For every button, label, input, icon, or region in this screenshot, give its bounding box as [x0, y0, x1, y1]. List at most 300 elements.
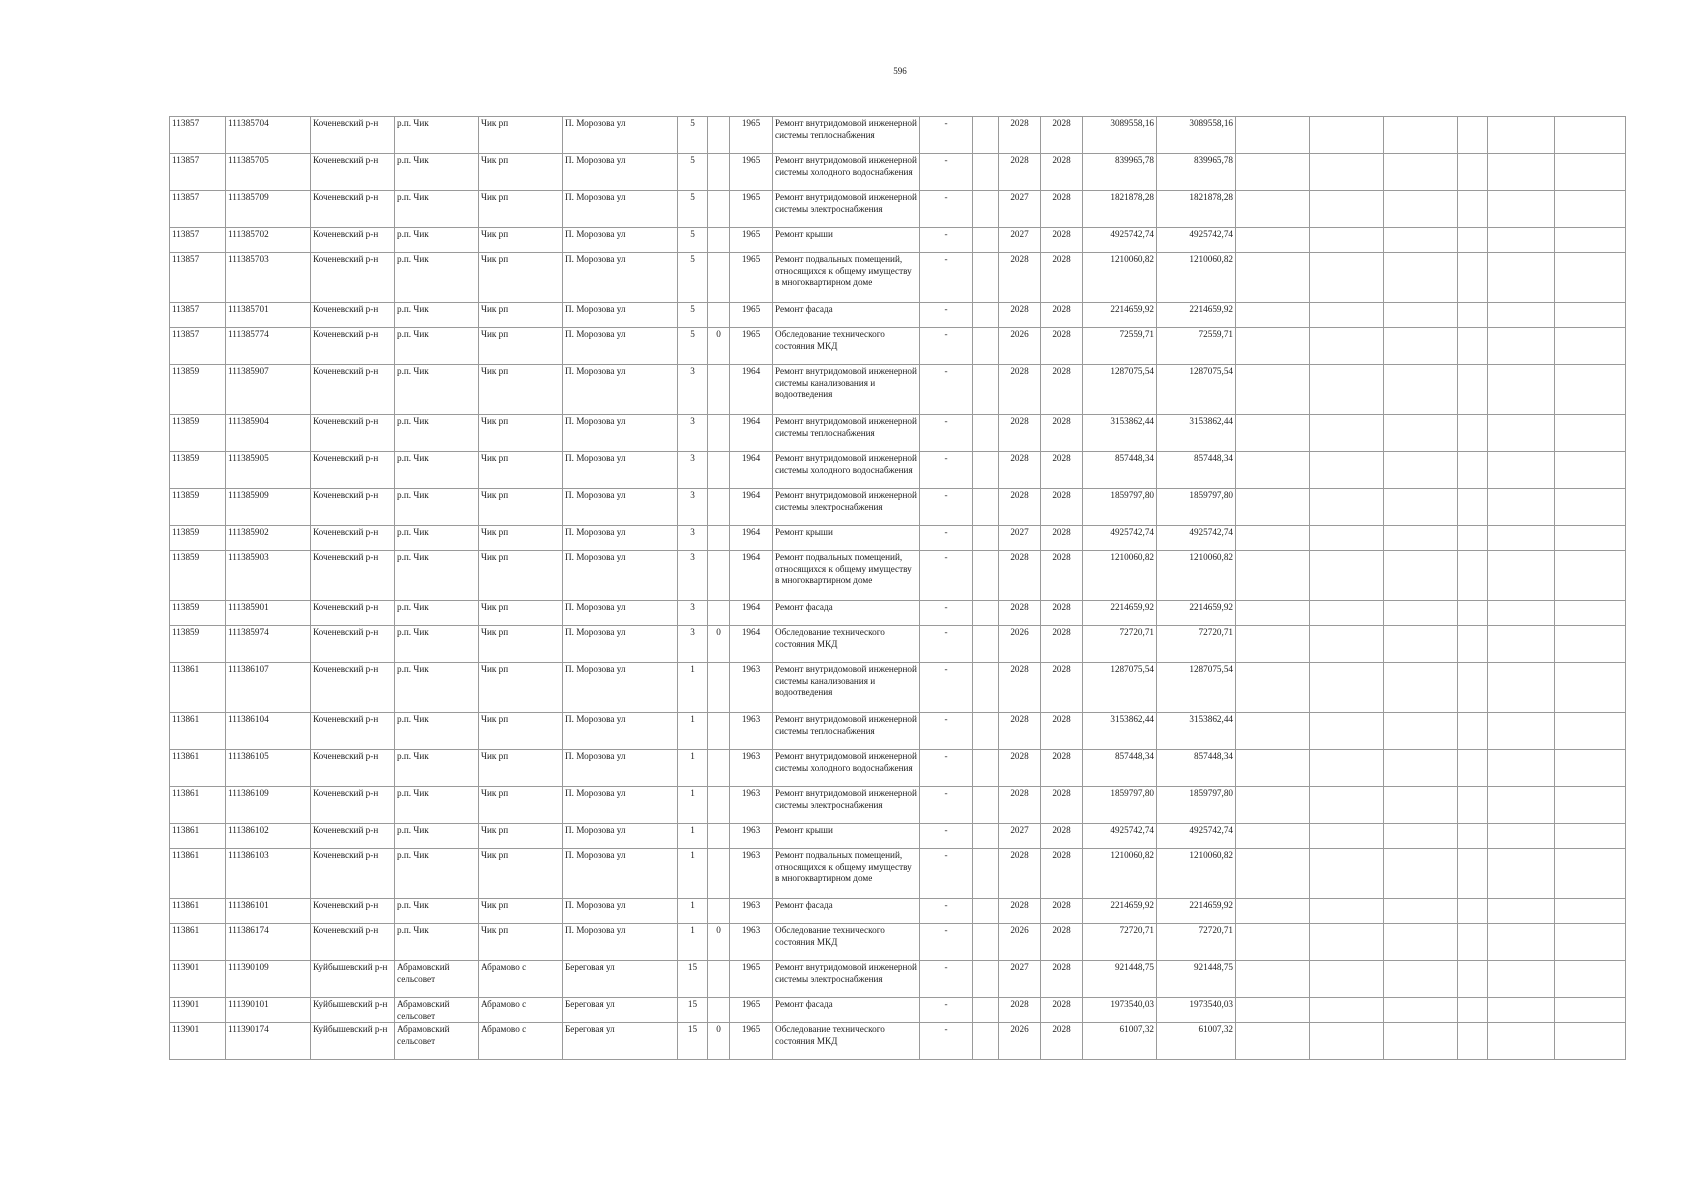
cell-empty-col [973, 750, 999, 787]
cell-settlement: Чик рп [479, 750, 563, 787]
cell-cost-fund: 857448,34 [1157, 452, 1236, 489]
cell-district: Коченевский р-н [311, 303, 395, 328]
cell-extra-col-6 [1555, 191, 1626, 228]
cell-cost-fund: 2214659,92 [1157, 303, 1236, 328]
cell-year-built: 1963 [730, 899, 773, 924]
cell-extra-col-3 [1384, 750, 1458, 787]
cell-dash-marker: - [920, 849, 973, 899]
cell-extra-col-1 [1236, 365, 1310, 415]
cell-work-id: 111386101 [226, 899, 311, 924]
cell-house-number: 5 [678, 328, 708, 365]
cell-settlement: Чик рп [479, 849, 563, 899]
cell-work-type: Ремонт внутридомовой инженерной системы теплоснабжения [773, 117, 920, 154]
table-body [170, 117, 1626, 1060]
cell-extra-col-1 [1236, 824, 1310, 849]
cell-empty-col [973, 1023, 999, 1060]
cell-plan-year-start: 2026 [999, 328, 1041, 365]
cell-extra-col-6 [1555, 452, 1626, 489]
capital-repair-table [169, 116, 1626, 1060]
cell-settlement: Чик рп [479, 191, 563, 228]
cell-extra-col-5 [1488, 924, 1555, 961]
cell-object-id: 113857 [170, 228, 226, 253]
cell-dash-marker: - [920, 526, 973, 551]
cell-extra-col-2 [1310, 626, 1384, 663]
cell-extra-col-4 [1458, 824, 1488, 849]
cell-street: П. Морозова ул [563, 601, 678, 626]
cell-empty-col [973, 452, 999, 489]
cell-work-type: Ремонт крыши [773, 824, 920, 849]
cell-extra-col-3 [1384, 1023, 1458, 1060]
cell-year-built: 1963 [730, 663, 773, 713]
cell-district: Коченевский р-н [311, 551, 395, 601]
cell-extra-col-1 [1236, 998, 1310, 1023]
cell-district: Куйбышевский р-н [311, 1023, 395, 1060]
cell-work-type: Ремонт подвальных помещений, относящихся к общему имуществу в многоквартирном доме [773, 253, 920, 303]
cell-settlement: Чик рп [479, 787, 563, 824]
cell-extra-col-6 [1555, 750, 1626, 787]
cell-extra-col-3 [1384, 191, 1458, 228]
cell-cost-total: 839965,78 [1083, 154, 1157, 191]
cell-plan-year-end: 2028 [1041, 787, 1083, 824]
cell-plan-year-end: 2028 [1041, 601, 1083, 626]
cell-municipality: р.п. Чик [395, 899, 479, 924]
cell-house-number: 3 [678, 415, 708, 452]
cell-object-id: 113859 [170, 526, 226, 551]
cell-plan-year-start: 2028 [999, 998, 1041, 1023]
cell-plan-year-start: 2027 [999, 824, 1041, 849]
cell-street: П. Морозова ул [563, 415, 678, 452]
cell-extra-col-3 [1384, 415, 1458, 452]
cell-cost-total: 3089558,16 [1083, 117, 1157, 154]
cell-extra-col-6 [1555, 415, 1626, 452]
cell-extra-col-1 [1236, 154, 1310, 191]
cell-year-built: 1964 [730, 415, 773, 452]
cell-work-id: 111390101 [226, 998, 311, 1023]
cell-work-id: 111385701 [226, 303, 311, 328]
cell-object-id: 113901 [170, 1023, 226, 1060]
cell-extra-col-1 [1236, 228, 1310, 253]
cell-work-type: Ремонт крыши [773, 228, 920, 253]
cell-work-type: Ремонт внутридомовой инженерной системы холодного водоснабжения [773, 452, 920, 489]
cell-plan-year-start: 2027 [999, 526, 1041, 551]
cell-empty-col [973, 117, 999, 154]
table-row [170, 713, 1626, 750]
cell-extra-col-4 [1458, 961, 1488, 998]
cell-cost-fund: 1210060,82 [1157, 849, 1236, 899]
cell-work-id: 111385709 [226, 191, 311, 228]
cell-plan-year-start: 2028 [999, 253, 1041, 303]
cell-plan-year-start: 2028 [999, 899, 1041, 924]
cell-municipality: р.п. Чик [395, 849, 479, 899]
cell-extra-col-6 [1555, 526, 1626, 551]
cell-object-id: 113861 [170, 849, 226, 899]
cell-extra-col-6 [1555, 117, 1626, 154]
cell-building-part [708, 787, 730, 824]
table-row [170, 415, 1626, 452]
cell-dash-marker: - [920, 489, 973, 526]
cell-empty-col [973, 191, 999, 228]
cell-district: Коченевский р-н [311, 750, 395, 787]
cell-extra-col-5 [1488, 713, 1555, 750]
cell-extra-col-4 [1458, 117, 1488, 154]
cell-municipality: р.п. Чик [395, 452, 479, 489]
cell-object-id: 113857 [170, 154, 226, 191]
cell-settlement: Чик рп [479, 551, 563, 601]
cell-extra-col-5 [1488, 626, 1555, 663]
cell-work-type: Обследование технического состояния МКД [773, 1023, 920, 1060]
cell-work-type: Ремонт внутридомовой инженерной системы теплоснабжения [773, 415, 920, 452]
cell-building-part [708, 228, 730, 253]
cell-cost-fund: 3153862,44 [1157, 713, 1236, 750]
cell-settlement: Чик рп [479, 452, 563, 489]
cell-extra-col-5 [1488, 787, 1555, 824]
cell-work-id: 111385774 [226, 328, 311, 365]
cell-empty-col [973, 551, 999, 601]
cell-extra-col-2 [1310, 824, 1384, 849]
cell-extra-col-2 [1310, 303, 1384, 328]
cell-object-id: 113861 [170, 824, 226, 849]
cell-plan-year-end: 2028 [1041, 154, 1083, 191]
cell-extra-col-2 [1310, 489, 1384, 526]
cell-dash-marker: - [920, 154, 973, 191]
cell-year-built: 1963 [730, 787, 773, 824]
cell-district: Коченевский р-н [311, 452, 395, 489]
cell-dash-marker: - [920, 899, 973, 924]
cell-plan-year-end: 2028 [1041, 961, 1083, 998]
cell-work-type: Ремонт фасада [773, 998, 920, 1023]
cell-empty-col [973, 365, 999, 415]
cell-building-part [708, 452, 730, 489]
cell-plan-year-end: 2028 [1041, 626, 1083, 663]
cell-extra-col-1 [1236, 328, 1310, 365]
cell-municipality: р.п. Чик [395, 253, 479, 303]
cell-empty-col [973, 626, 999, 663]
cell-extra-col-2 [1310, 452, 1384, 489]
cell-extra-col-6 [1555, 924, 1626, 961]
cell-extra-col-1 [1236, 787, 1310, 824]
cell-extra-col-4 [1458, 328, 1488, 365]
cell-work-id: 111386107 [226, 663, 311, 713]
cell-plan-year-end: 2028 [1041, 489, 1083, 526]
cell-cost-fund: 4925742,74 [1157, 228, 1236, 253]
cell-extra-col-2 [1310, 228, 1384, 253]
cell-work-id: 111386103 [226, 849, 311, 899]
cell-extra-col-5 [1488, 601, 1555, 626]
cell-cost-total: 72720,71 [1083, 626, 1157, 663]
cell-extra-col-1 [1236, 551, 1310, 601]
cell-municipality: р.п. Чик [395, 526, 479, 551]
cell-plan-year-end: 2028 [1041, 303, 1083, 328]
cell-house-number: 5 [678, 303, 708, 328]
cell-cost-total: 61007,32 [1083, 1023, 1157, 1060]
cell-cost-total: 1973540,03 [1083, 998, 1157, 1023]
cell-dash-marker: - [920, 228, 973, 253]
cell-cost-fund: 3153862,44 [1157, 415, 1236, 452]
cell-cost-total: 72720,71 [1083, 924, 1157, 961]
cell-work-id: 111385901 [226, 601, 311, 626]
cell-extra-col-2 [1310, 787, 1384, 824]
cell-object-id: 113857 [170, 117, 226, 154]
cell-settlement: Абрамово с [479, 1023, 563, 1060]
cell-municipality: р.п. Чик [395, 924, 479, 961]
cell-house-number: 1 [678, 713, 708, 750]
cell-year-built: 1964 [730, 626, 773, 663]
cell-district: Коченевский р-н [311, 117, 395, 154]
cell-year-built: 1965 [730, 961, 773, 998]
cell-empty-col [973, 899, 999, 924]
cell-work-id: 111386105 [226, 750, 311, 787]
cell-empty-col [973, 228, 999, 253]
table-row [170, 303, 1626, 328]
cell-house-number: 1 [678, 750, 708, 787]
cell-house-number: 1 [678, 924, 708, 961]
cell-house-number: 3 [678, 626, 708, 663]
cell-cost-total: 4925742,74 [1083, 824, 1157, 849]
cell-plan-year-end: 2028 [1041, 998, 1083, 1023]
cell-extra-col-1 [1236, 924, 1310, 961]
cell-extra-col-1 [1236, 899, 1310, 924]
cell-extra-col-3 [1384, 489, 1458, 526]
cell-cost-total: 1210060,82 [1083, 849, 1157, 899]
cell-extra-col-2 [1310, 415, 1384, 452]
table-row [170, 663, 1626, 713]
cell-work-id: 111390174 [226, 1023, 311, 1060]
cell-municipality: р.п. Чик [395, 824, 479, 849]
cell-plan-year-end: 2028 [1041, 415, 1083, 452]
cell-house-number: 1 [678, 663, 708, 713]
cell-work-id: 111385905 [226, 452, 311, 489]
cell-plan-year-end: 2028 [1041, 253, 1083, 303]
cell-dash-marker: - [920, 824, 973, 849]
cell-work-type: Ремонт фасада [773, 601, 920, 626]
cell-dash-marker: - [920, 328, 973, 365]
cell-extra-col-4 [1458, 601, 1488, 626]
cell-extra-col-1 [1236, 253, 1310, 303]
cell-extra-col-1 [1236, 117, 1310, 154]
cell-building-part [708, 998, 730, 1023]
cell-building-part: 0 [708, 1023, 730, 1060]
cell-plan-year-start: 2026 [999, 1023, 1041, 1060]
cell-extra-col-4 [1458, 924, 1488, 961]
cell-work-id: 111385902 [226, 526, 311, 551]
cell-municipality: р.п. Чик [395, 228, 479, 253]
cell-house-number: 15 [678, 961, 708, 998]
cell-extra-col-6 [1555, 551, 1626, 601]
cell-extra-col-4 [1458, 998, 1488, 1023]
cell-street: Береговая ул [563, 1023, 678, 1060]
cell-district: Куйбышевский р-н [311, 961, 395, 998]
cell-extra-col-3 [1384, 303, 1458, 328]
cell-extra-col-5 [1488, 253, 1555, 303]
cell-year-built: 1964 [730, 365, 773, 415]
cell-work-type: Ремонт подвальных помещений, относящихся к общему имуществу в многоквартирном доме [773, 551, 920, 601]
cell-settlement: Чик рп [479, 228, 563, 253]
cell-extra-col-4 [1458, 526, 1488, 551]
cell-settlement: Чик рп [479, 328, 563, 365]
cell-year-built: 1965 [730, 228, 773, 253]
cell-work-type: Ремонт внутридомовой инженерной системы электроснабжения [773, 961, 920, 998]
cell-extra-col-2 [1310, 924, 1384, 961]
cell-extra-col-4 [1458, 365, 1488, 415]
cell-extra-col-1 [1236, 849, 1310, 899]
cell-cost-fund: 921448,75 [1157, 961, 1236, 998]
cell-work-id: 111385903 [226, 551, 311, 601]
cell-object-id: 113859 [170, 415, 226, 452]
cell-municipality: р.п. Чик [395, 750, 479, 787]
table-row [170, 526, 1626, 551]
cell-extra-col-6 [1555, 228, 1626, 253]
cell-object-id: 113861 [170, 750, 226, 787]
cell-house-number: 1 [678, 787, 708, 824]
cell-settlement: Чик рп [479, 253, 563, 303]
cell-district: Коченевский р-н [311, 626, 395, 663]
cell-plan-year-end: 2028 [1041, 452, 1083, 489]
cell-dash-marker: - [920, 117, 973, 154]
cell-plan-year-start: 2026 [999, 924, 1041, 961]
cell-year-built: 1965 [730, 253, 773, 303]
cell-empty-col [973, 849, 999, 899]
cell-extra-col-3 [1384, 452, 1458, 489]
cell-extra-col-5 [1488, 228, 1555, 253]
cell-settlement: Чик рп [479, 601, 563, 626]
cell-municipality: р.п. Чик [395, 489, 479, 526]
cell-plan-year-start: 2028 [999, 551, 1041, 601]
cell-extra-col-2 [1310, 526, 1384, 551]
cell-municipality: р.п. Чик [395, 415, 479, 452]
cell-work-type: Ремонт внутридомовой инженерной системы электроснабжения [773, 191, 920, 228]
cell-cost-total: 3153862,44 [1083, 415, 1157, 452]
cell-empty-col [973, 526, 999, 551]
cell-work-id: 111385909 [226, 489, 311, 526]
cell-cost-fund: 857448,34 [1157, 750, 1236, 787]
cell-dash-marker: - [920, 365, 973, 415]
cell-municipality: р.п. Чик [395, 787, 479, 824]
table-row [170, 551, 1626, 601]
cell-street: П. Морозова ул [563, 452, 678, 489]
cell-building-part [708, 849, 730, 899]
cell-plan-year-end: 2028 [1041, 117, 1083, 154]
cell-house-number: 5 [678, 253, 708, 303]
cell-extra-col-4 [1458, 154, 1488, 191]
cell-cost-total: 1287075,54 [1083, 663, 1157, 713]
cell-dash-marker: - [920, 713, 973, 750]
cell-empty-col [973, 415, 999, 452]
cell-work-id: 111385702 [226, 228, 311, 253]
cell-street: П. Морозова ул [563, 303, 678, 328]
cell-extra-col-3 [1384, 899, 1458, 924]
cell-work-id: 111386102 [226, 824, 311, 849]
cell-extra-col-2 [1310, 154, 1384, 191]
cell-work-id: 111385974 [226, 626, 311, 663]
cell-district: Коченевский р-н [311, 924, 395, 961]
cell-plan-year-start: 2027 [999, 228, 1041, 253]
cell-cost-total: 1859797,80 [1083, 787, 1157, 824]
cell-extra-col-2 [1310, 961, 1384, 998]
cell-district: Коченевский р-н [311, 228, 395, 253]
cell-municipality: Абрамовский сельсовет [395, 1023, 479, 1060]
cell-house-number: 5 [678, 228, 708, 253]
cell-plan-year-end: 2028 [1041, 526, 1083, 551]
cell-year-built: 1963 [730, 824, 773, 849]
cell-work-type: Ремонт внутридомовой инженерной системы канализования и водоотведения [773, 365, 920, 415]
cell-year-built: 1964 [730, 551, 773, 601]
cell-work-type: Обследование технического состояния МКД [773, 626, 920, 663]
cell-extra-col-4 [1458, 253, 1488, 303]
cell-plan-year-start: 2027 [999, 191, 1041, 228]
cell-extra-col-1 [1236, 489, 1310, 526]
cell-year-built: 1965 [730, 1023, 773, 1060]
cell-house-number: 5 [678, 154, 708, 191]
cell-extra-col-6 [1555, 787, 1626, 824]
cell-house-number: 5 [678, 191, 708, 228]
cell-cost-fund: 1973540,03 [1157, 998, 1236, 1023]
cell-settlement: Чик рп [479, 824, 563, 849]
cell-extra-col-1 [1236, 303, 1310, 328]
cell-street: Береговая ул [563, 998, 678, 1023]
cell-house-number: 3 [678, 551, 708, 601]
cell-work-id: 111390109 [226, 961, 311, 998]
cell-extra-col-5 [1488, 489, 1555, 526]
cell-plan-year-end: 2028 [1041, 365, 1083, 415]
cell-building-part [708, 253, 730, 303]
cell-district: Коченевский р-н [311, 191, 395, 228]
cell-year-built: 1965 [730, 117, 773, 154]
cell-year-built: 1965 [730, 303, 773, 328]
cell-cost-fund: 1287075,54 [1157, 663, 1236, 713]
cell-extra-col-5 [1488, 1023, 1555, 1060]
cell-house-number: 3 [678, 489, 708, 526]
cell-cost-total: 1210060,82 [1083, 253, 1157, 303]
cell-extra-col-5 [1488, 750, 1555, 787]
cell-extra-col-4 [1458, 787, 1488, 824]
cell-work-id: 111386174 [226, 924, 311, 961]
page-number: 596 [893, 66, 907, 76]
cell-cost-fund: 1210060,82 [1157, 551, 1236, 601]
cell-extra-col-4 [1458, 303, 1488, 328]
table-row [170, 626, 1626, 663]
cell-dash-marker: - [920, 601, 973, 626]
cell-cost-total: 4925742,74 [1083, 228, 1157, 253]
cell-extra-col-6 [1555, 663, 1626, 713]
cell-extra-col-6 [1555, 626, 1626, 663]
cell-object-id: 113861 [170, 924, 226, 961]
cell-district: Коченевский р-н [311, 663, 395, 713]
cell-dash-marker: - [920, 452, 973, 489]
cell-plan-year-end: 2028 [1041, 1023, 1083, 1060]
cell-street: П. Морозова ул [563, 526, 678, 551]
cell-cost-total: 3153862,44 [1083, 713, 1157, 750]
cell-object-id: 113901 [170, 961, 226, 998]
cell-dash-marker: - [920, 998, 973, 1023]
cell-extra-col-3 [1384, 551, 1458, 601]
cell-work-type: Ремонт внутридомовой инженерной системы холодного водоснабжения [773, 750, 920, 787]
table-row [170, 191, 1626, 228]
cell-extra-col-3 [1384, 601, 1458, 626]
cell-object-id: 113859 [170, 626, 226, 663]
cell-extra-col-1 [1236, 663, 1310, 713]
cell-extra-col-2 [1310, 713, 1384, 750]
cell-street: П. Морозова ул [563, 328, 678, 365]
cell-extra-col-5 [1488, 328, 1555, 365]
cell-municipality: р.п. Чик [395, 365, 479, 415]
cell-building-part [708, 117, 730, 154]
cell-extra-col-3 [1384, 849, 1458, 899]
cell-extra-col-5 [1488, 551, 1555, 601]
cell-plan-year-end: 2028 [1041, 191, 1083, 228]
cell-house-number: 3 [678, 601, 708, 626]
cell-work-id: 111385904 [226, 415, 311, 452]
table-row [170, 253, 1626, 303]
